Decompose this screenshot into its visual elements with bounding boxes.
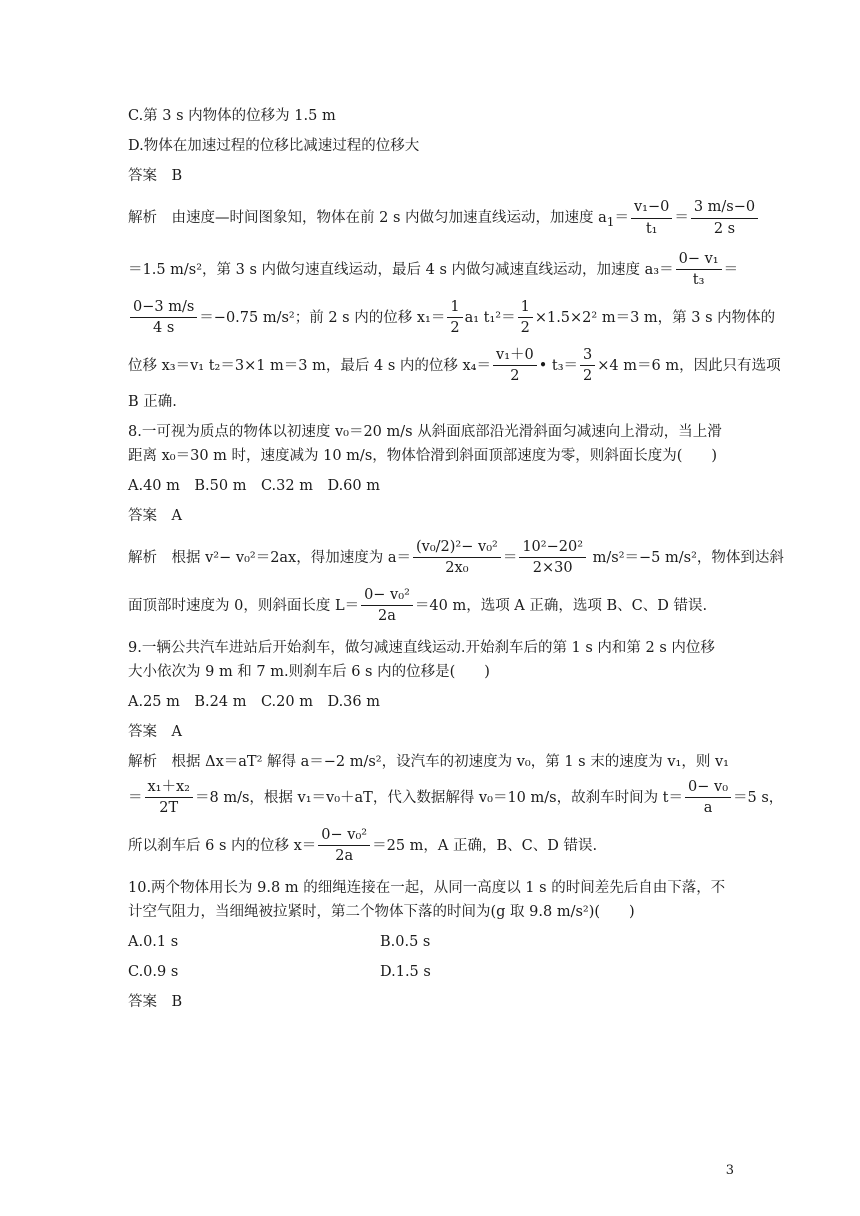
- q10-option-b: B.0.5 s: [380, 933, 431, 950]
- q10-option-d: D.1.5 s: [380, 963, 431, 980]
- q8-explanation-line-1: 解析 根据 v²− v₀²＝2ax，得加速度为 a＝ $\frac{\text{(v₀/2)²− v₀²}}{\text{2x₀}}$ ＝ $\frac{\text{10²−20²}}{2\times 30}$ m/s²＝−5 m/s²，物体到达斜: [128, 538, 784, 577]
- q9-stem-line-2: 大小依次为 9 m 和 7 m.则刹车后 6 s 内的位移是( ): [128, 663, 490, 680]
- q10-options-row-2: [128, 960, 740, 984]
- q9-options: A.25 m B.24 m C.20 m D.36 m: [128, 693, 380, 710]
- fraction: $\frac{\text{0− v₀²}}{2a}$: [361, 587, 413, 625]
- q7-option-c: C.第 3 s 内物体的位移为 1.5 m: [128, 108, 336, 124]
- q7-explanation-line-5: B 正确.: [128, 393, 177, 410]
- q9-explanation-line-1: 解析 根据 Δx＝aT² 解得 a＝−2 m/s²，设汽车的初速度为 v₀，第 1 s 末的速度为 v₁，则 v₁: [128, 753, 729, 770]
- fraction: $\frac{\text{10²−20²}}{2\times 30}$: [519, 539, 586, 577]
- fraction: $\frac{3}{2}$: [580, 347, 595, 385]
- q9-explanation-line-3: 所以刹车后 6 s 内的位移 x＝ $\frac{\text{0− v₀²}}{2a}$ ＝25 m，A 正确，B、C、D 错误.: [128, 826, 598, 865]
- fraction: $\frac{\text{v₁−0}}{\text{t₁}}$: [631, 199, 672, 237]
- q10-stem-line-2: 计空气阻力，当细绳被拉紧时，第二个物体下落的时间为(g 取 9.8 m/s²)( ): [128, 903, 635, 920]
- fraction: $\frac{\text{v₁＋0}}{2}$: [493, 347, 537, 385]
- q8-answer: 答案 A: [128, 507, 182, 524]
- fraction: $\frac{\text{0− v₁}}{\text{t₃}}$: [676, 251, 722, 289]
- q8-explanation-line-2: 面顶部时速度为 0，则斜面长度 L＝ $\frac{\text{0− v₀²}}{2a}$ ＝40 m，选项 A 正确，选项 B、C、D 错误.: [128, 586, 708, 625]
- page-number: 3: [725, 1163, 734, 1178]
- q10-option-c: C.0.9 s: [128, 963, 179, 980]
- q7-explanation-line-4: 位移 x₃＝v₁ t₂＝3×1 m＝3 m，最后 4 s 内的位移 x₄＝ $\frac{\text{v₁＋0}}{2}$ • t₃＝ $\frac{3}{2}$ ×4 m＝6 m，因此只有选项: [128, 346, 781, 385]
- q8-stem-line-2: 距离 x₀＝30 m 时，速度减为 10 m/s，物体恰滑到斜面顶部速度为零，则斜面长度为( ): [128, 447, 718, 464]
- q7-option-d: D.物体在加速过程的位移比减速过程的位移大: [128, 138, 420, 154]
- q8-stem-line-1: 8.一可视为质点的物体以初速度 v₀＝20 m/s 从斜面底部沿光滑斜面匀减速向上滑动，当上滑: [128, 423, 722, 440]
- q10-options-row-1: [128, 930, 740, 954]
- q9-answer: 答案 A: [128, 723, 182, 740]
- q7-explanation-line-3: $\frac{0-3 m/s}{4 s}$ ＝−0.75 m/s²；前 2 s 内的位移 x₁＝ $\frac{1}{2}$ a₁ t₁²＝ $\frac{1}{2}$ ×1.5×2² m＝3 m，第 3 s 内物体的: [128, 294, 740, 342]
- fraction: $\frac{\text{0− v₀²}}{2a}$: [318, 827, 370, 865]
- q7-answer: 答案 B: [128, 168, 183, 184]
- q9-explanation-line-2: ＝ $\frac{\text{x₁＋x₂}}{2T}$ ＝8 m/s，根据 v₁＝v₀＋aT，代入数据解得 v₀＝10 m/s，故刹车时间为 t＝ $\frac{\text{0− v₀}}{a}$ ＝5 s，: [128, 778, 784, 817]
- q7-explanation-line-1: 解析 由速度—时间图象知，物体在前 2 s 内做匀加速直线运动，加速度 $a_1=$ $\frac{\text{v₁−0}}{\text{t₁}}$ ＝ $\frac{3 m/s-0}{2 s}$: [128, 194, 740, 246]
- fraction: $\frac{0-3 m/s}{4 s}$: [130, 299, 197, 337]
- fraction: $\frac{\text{x₁＋x₂}}{2T}$: [145, 779, 193, 817]
- fraction: $\frac{1}{2}$: [518, 299, 533, 337]
- fraction: $\frac{\text{(v₀/2)²− v₀²}}{\text{2x₀}}$: [413, 539, 501, 577]
- q7-explanation-line-2: ＝1.5 m/s²，第 3 s 内做匀速直线运动，最后 4 s 内做匀减速直线运动，加速度 a₃＝ $\frac{\text{0− v₁}}{\text{t₃}}$ ＝: [128, 250, 739, 289]
- fraction: $\frac{3 m/s-0}{2 s}$: [691, 199, 758, 237]
- q10-option-a: A.0.1 s: [128, 933, 179, 950]
- q8-options: A.40 m B.50 m C.32 m D.60 m: [128, 477, 380, 494]
- fraction: $\frac{1}{2}$: [447, 299, 462, 337]
- fraction: $\frac{\text{0− v₀}}{a}$: [685, 779, 731, 817]
- q9-stem-line-1: 9.一辆公共汽车进站后开始刹车，做匀减速直线运动.开始刹车后的第 1 s 内和第 2 s 内位移: [128, 639, 715, 656]
- q10-stem-line-1: 10.两个物体用长为 9.8 m 的细绳连接在一起，从同一高度以 1 s 的时间差先后自由下落，不: [128, 879, 726, 896]
- q10-answer: 答案 B: [128, 993, 183, 1010]
